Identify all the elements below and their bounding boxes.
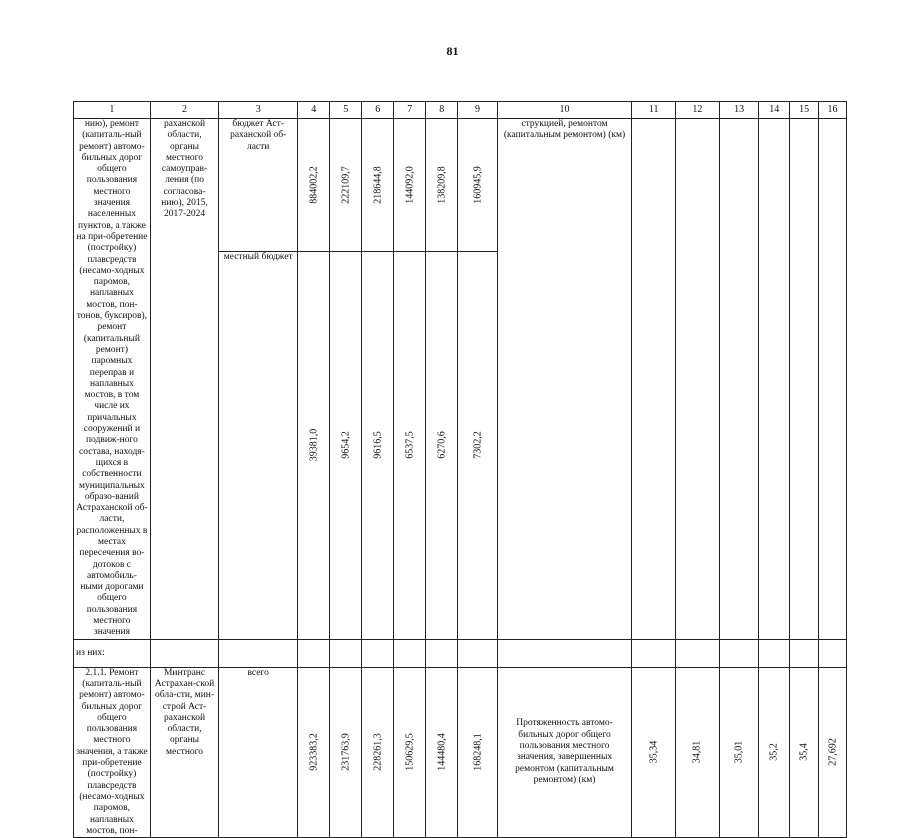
indicator-cell <box>759 119 790 640</box>
value-text: 6537,5 <box>404 431 416 459</box>
value-cell <box>330 251 362 639</box>
value-text: 144092,0 <box>404 166 416 204</box>
value-cell <box>426 251 458 639</box>
value-cell <box>330 667 362 837</box>
value-cell <box>394 119 426 252</box>
empty-cell <box>790 639 819 667</box>
table-row <box>74 639 847 667</box>
value-text: 39381,0 <box>308 428 320 462</box>
indicator-cell <box>790 119 819 640</box>
subheading-cell: из них: <box>74 639 151 667</box>
indicator-value: 27,692 <box>826 738 838 767</box>
empty-cell <box>362 639 394 667</box>
table-row <box>74 119 847 252</box>
table-row <box>74 667 847 837</box>
value-cell <box>426 667 458 837</box>
value-text: 9616,5 <box>372 431 384 459</box>
indicator-value: 35,2 <box>768 743 780 762</box>
value-cell <box>458 667 498 837</box>
indicator-value: 35,4 <box>798 743 810 762</box>
empty-cell <box>759 639 790 667</box>
empty-cell <box>394 639 426 667</box>
empty-cell <box>458 639 498 667</box>
value-text: 228261,3 <box>372 733 384 772</box>
empty-cell <box>819 639 847 667</box>
indicator-description: струкцией, ремонтом (капитальным ремонтом) (км) <box>497 119 632 640</box>
indicator-value-cell <box>790 667 819 837</box>
empty-cell <box>298 639 330 667</box>
value-text: 6270,6 <box>436 431 448 459</box>
value-cell <box>362 667 394 837</box>
empty-cell <box>719 639 759 667</box>
value-text: 168248,1 <box>471 733 483 772</box>
header-cell-3: 3 <box>219 102 298 119</box>
empty-cell <box>330 639 362 667</box>
value-cell <box>458 119 498 252</box>
funding-source: бюджет Аст-раханской об-ласти <box>219 119 298 252</box>
value-text: 7302,2 <box>471 431 483 459</box>
header-cell-8: 8 <box>426 102 458 119</box>
indicator-cell <box>819 119 847 640</box>
indicator-value: 35,34 <box>648 741 660 764</box>
indicator-value: 35,01 <box>733 741 745 764</box>
empty-cell <box>632 639 676 667</box>
value-cell <box>426 119 458 252</box>
indicator-value: 34,81 <box>691 741 703 764</box>
value-text: 884002,2 <box>308 166 320 204</box>
indicator-value-cell <box>719 667 759 837</box>
responsible-executor: раханской области, органы местного самоуправ-ления (по согласова-нию), 2015, 2017-2024 <box>150 119 218 640</box>
value-cell <box>362 251 394 639</box>
value-text: 144480,4 <box>436 733 448 772</box>
indicator-cell <box>719 119 759 640</box>
value-text: 160945,9 <box>471 166 483 204</box>
value-cell <box>298 667 330 837</box>
empty-cell <box>426 639 458 667</box>
header-cell-14: 14 <box>759 102 790 119</box>
header-cell-13: 13 <box>719 102 759 119</box>
value-cell <box>394 251 426 639</box>
value-cell <box>394 667 426 837</box>
header-cell-5: 5 <box>330 102 362 119</box>
header-cell-12: 12 <box>676 102 720 119</box>
indicator-cell <box>632 119 676 640</box>
header-cell-10: 10 <box>497 102 632 119</box>
indicator-value-cell <box>632 667 676 837</box>
header-cell-7: 7 <box>394 102 426 119</box>
empty-cell <box>676 639 720 667</box>
header-cell-15: 15 <box>790 102 819 119</box>
empty-cell <box>219 639 298 667</box>
value-cell <box>458 251 498 639</box>
value-text: 138209,8 <box>436 166 448 204</box>
header-cell-1: 1 <box>74 102 151 119</box>
value-cell <box>362 119 394 252</box>
value-text: 9654,2 <box>340 431 352 459</box>
program-table <box>73 101 847 838</box>
value-cell <box>330 119 362 252</box>
header-cell-11: 11 <box>632 102 676 119</box>
header-cell-16: 16 <box>819 102 847 119</box>
responsible-executor: Минтранс Астрахан-ской обла-сти, мин-строй Аст-раханской области, органы местного <box>150 667 218 837</box>
value-text: 218644,8 <box>372 166 384 204</box>
value-text: 150629,5 <box>404 733 416 772</box>
value-text: 923383,2 <box>308 733 320 772</box>
value-cell <box>298 251 330 639</box>
value-cell <box>298 119 330 252</box>
indicator-description: Протяженность автомо-бильных дорог общего пользования местного значения, завершенных ремонтом (капитальным ремонтом) (км) <box>497 667 632 837</box>
indicator-value-cell <box>759 667 790 837</box>
indicator-cell <box>676 119 720 640</box>
measure-description: нию), ремонт (капиталь-ный ремонт) автомо-бильных дорог общего пользования местного значения населенных пунктов, а также на при-обретение (постройку) плавсредств (несамо-ходных паромов, наплавных мостов, пон-тонов, буксиров), ремонт (капитальный ремонт) паромных переправ и наплавных мостов, в том числе их причальных сооружений и подвиж-ного состава, находя-щихся в собственности муниципальных образо-ваний Астраханской об-ласти, расположенных в местах пересечения во-дотоков с автомобиль-ными дорогами общего пользования местного значения <box>74 119 151 640</box>
measure-description: 2.1.1. Ремонт (капиталь-ный ремонт) автомо-бильных дорог общего пользования местного значения, а также при-обретение (постройку) плавсредств (несамо-ходных паромов, наплавных мостов, пон- <box>74 667 151 837</box>
header-cell-6: 6 <box>362 102 394 119</box>
header-cell-2: 2 <box>150 102 218 119</box>
value-text: 231763,9 <box>340 733 352 772</box>
indicator-value-cell <box>676 667 720 837</box>
funding-source: местный бюджет <box>219 251 298 639</box>
header-cell-9: 9 <box>458 102 498 119</box>
header-row <box>74 102 847 119</box>
header-cell-4: 4 <box>298 102 330 119</box>
funding-source: всего <box>219 667 298 837</box>
value-text: 222109,7 <box>340 166 352 204</box>
indicator-value-cell <box>819 667 847 837</box>
page-number: 81 <box>446 44 459 58</box>
empty-cell <box>150 639 218 667</box>
empty-cell <box>497 639 632 667</box>
